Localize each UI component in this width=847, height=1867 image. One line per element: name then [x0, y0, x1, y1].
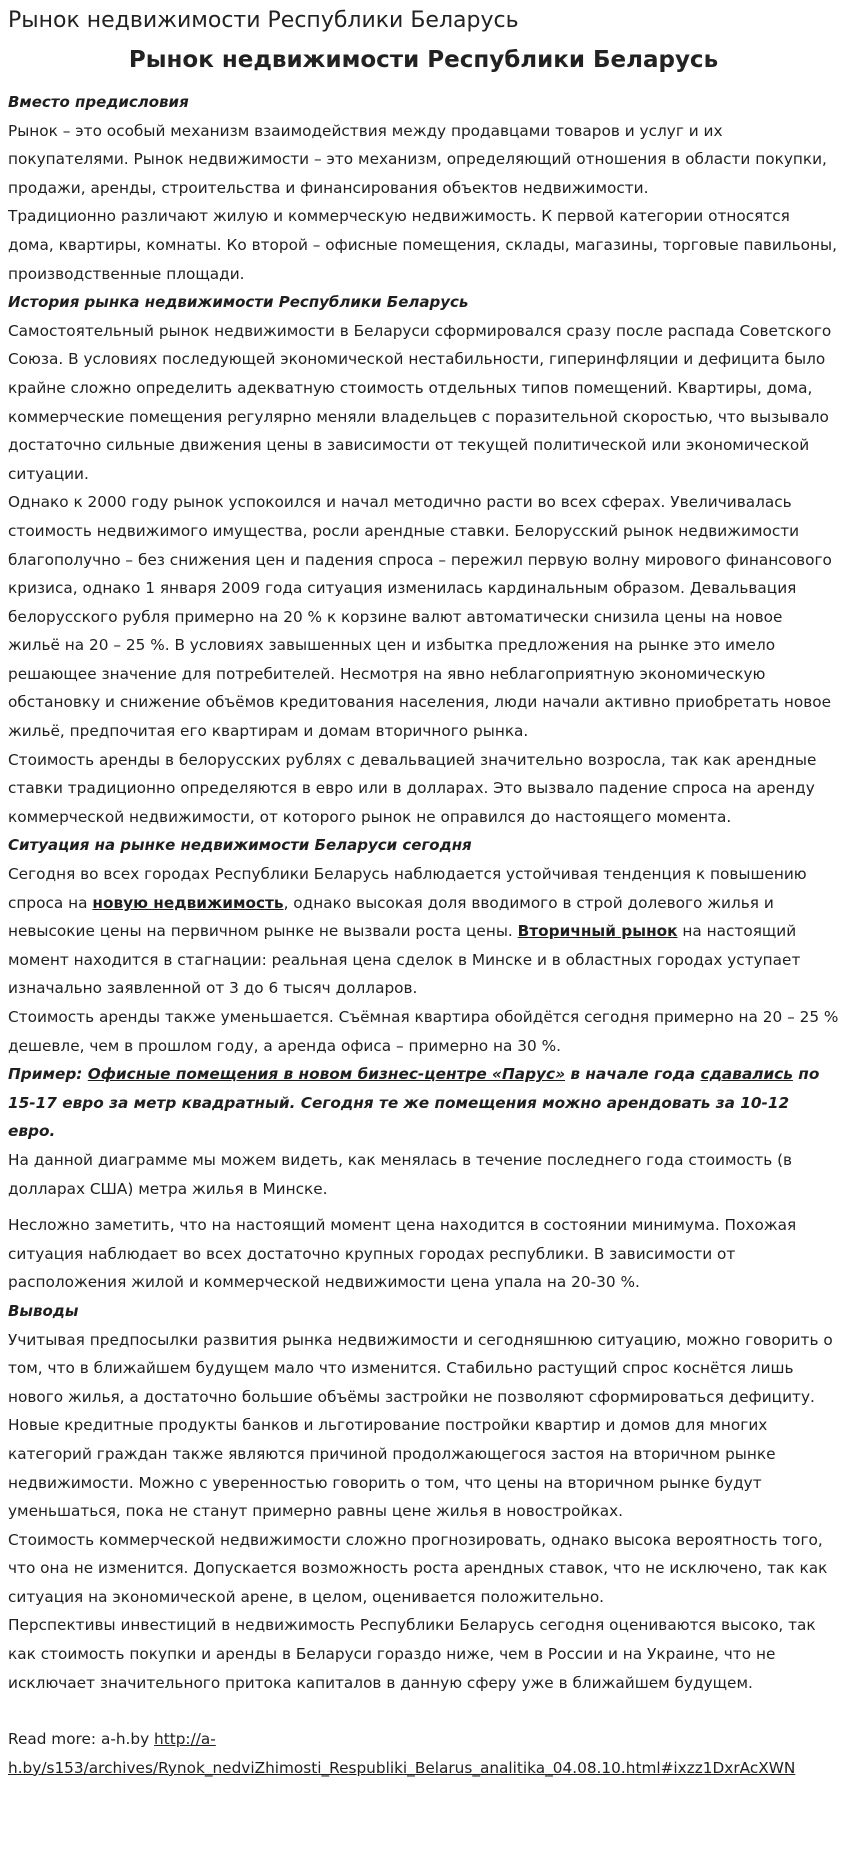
history-paragraph-1: Самостоятельный рынок недвижимости в Беларуси сформировался сразу после распада Советского Союза. В условиях последующей экономической нестабильности, гиперинфляции и дефицита было крайне сложно определить адекватную стоимость отдельных типов помещений. Квартиры, дома, коммерческие помещения регулярно меняли владельцев с поразительной скоростью, что вызывало достаточно сильные движения цены в зависимости от текущей политической или экономической ситуации.	[8, 321, 832, 483]
today-heading: Ситуация на рынке недвижимости Беларуси сегодня	[8, 836, 472, 855]
office-parus-link[interactable]: Офисные помещения в новом бизнес-центре «Парус»	[87, 1065, 566, 1084]
example-paragraph	[8, 1060, 839, 1146]
site-title: Рынок недвижимости Республики Беларусь	[8, 8, 519, 33]
history-paragraph-2: Однако к 2000 году рынок успокоился и начал методично расти во всех сферах. Увеличивалась стоимость недвижимого имущества, росли арендные ставки. Белорусский рынок недвижимости благополучно – без снижения цен и падения спроса – пережил первую волну мирового финансового кризиса, однако 1 января 2009 года ситуация изменилась кардинальным образом. Девальвация белорусского рубля примерно на 20 % к корзине валют автоматически снизила цены на новое жильё на 20 – 25 %. В условиях завышенных цен и избытка предложения на рынке это имело решающее значение для потребителей. Несмотря на явно неблагоприятную экономическую обстановку и снижение объёмов кредитования населения, люди начали активно приобретать новое жильё, предпочитая его квартирам и домам вторичного рынка.	[8, 493, 832, 741]
read-more-footer	[8, 1725, 839, 1782]
today-text-c: на настоящий момент находится в стагнации: реальная цена сделок в Минске и в областных городах уступает изначально заявленной от 3 до 6 тысяч долларов.	[8, 922, 801, 998]
today-paragraph-2: Стоимость аренды также уменьшается. Съёмная квартира обойдётся сегодня примерно на 20 – 25 % дешевле, чем в прошлом году, а аренда офиса – примерно на 30 %.	[8, 1008, 839, 1055]
history-heading: История рынка недвижимости Республики Беларусь	[8, 293, 469, 312]
today-text-b: , однако высокая доля вводимого в строй долевого жилья и невысокие цены на первичном рынке не вызвали роста цены.	[8, 893, 774, 941]
article-title: Рынок недвижимости Республики Беларусь	[128, 47, 719, 73]
history-paragraph-3: Стоимость аренды в белорусских рублях с девальвацией значительно возросла, так как арендные ставки традиционно определяются в евро или в долларах. Это вызвало падение спроса на аренду коммерческой недвижимости, от которого рынок не оправился до настоящего момента.	[8, 750, 817, 826]
example-text-a: в начале года	[565, 1065, 701, 1084]
today-text-a: Сегодня во всех городах Республики Беларусь наблюдается устойчивая тенденция к повышению спроса на	[8, 865, 807, 912]
new-property-link[interactable]: новую недвижимость	[92, 893, 284, 912]
example-text-b: по 15-17 евро за метр квадратный. Сегодня те же помещения можно арендовать за 10-12 евро.	[8, 1065, 820, 1141]
example-label: Пример:	[8, 1065, 83, 1084]
conclusions-heading: Выводы	[8, 1301, 79, 1320]
conclusions-paragraph-1: Учитывая предпосылки развития рынка недвижимости и сегодняшнюю ситуацию, можно говорить о том, что в ближайшем будущем мало что изменится. Стабильно растущий спрос коснётся лишь нового жилья, а достаточно большие объёмы застройки не позволяют сформироваться дефициту.	[8, 1330, 833, 1406]
conclusions-paragraph-2: Новые кредитные продукты банков и льготирование постройки квартир и домов для многих категорий граждан также являются причиной продолжающегося застоя на вторичном рынке недвижимости. Можно с уверенностью говорить о том, что цены на вторичном рынке будут уменьшаться, пока не станут примерно равны цене жилья в новостройках.	[8, 1416, 776, 1521]
source-url-link[interactable]: http://a-h.by/s153/archives/Rynok_nedviZhimosti_Respubliki_Belarus_analitika_04.08.10.html#ixzz1DxrAcXWN	[8, 1730, 796, 1777]
conclusions-paragraph-3: Стоимость коммерческой недвижимости сложно прогнозировать, однако высока вероятность того, что она не изменится. Допускается возможность роста арендных ставок, что не исключено, так как ситуация на экономической арене, в целом, оценивается положительно.	[8, 1530, 828, 1606]
today-paragraph-1	[8, 860, 839, 1003]
intro-paragraph-2: Традиционно различают жилую и коммерческую недвижимость. К первой категории относятся дома, квартиры, комнаты. Ко второй – офисные помещения, склады, магазины, торговые павильоны, производственные площади.	[8, 207, 837, 283]
rented-link[interactable]: сдавались	[700, 1065, 793, 1084]
today-paragraph-3: На данной диаграмме мы можем видеть, как менялась в течение последнего года стоимость (в долларах США) метра жилья в Минске.	[8, 1150, 793, 1198]
today-paragraph-4: Несложно заметить, что на настоящий момент цена находится в состоянии минимума. Похожая ситуация наблюдает во всех достаточно крупных городах республики. В зависимости от расположения жилой и коммерческой недвижимости цена упала на 20-30 %.	[8, 1216, 797, 1292]
intro-heading: Вместо предисловия	[8, 93, 189, 111]
read-more-prefix: Read more: a-h.by	[8, 1730, 155, 1749]
intro-paragraph-1: Рынок – это особый механизм взаимодействия между продавцами товаров и услуг и их покупателями. Рынок недвижимости – это механизм, определяющий отношения в области покупки, продажи, аренды, строительства и финансирования объектов недвижимости.	[8, 121, 827, 197]
spacer	[8, 1697, 839, 1725]
conclusions-paragraph-4: Перспективы инвестиций в недвижимость Республики Беларусь сегодня оцениваются высоко, так как стоимость покупки и аренды в Беларуси гораздо ниже, чем в России и на Украине, что не исключает значительного притока капиталов в данную сферу уже в ближайшем будущем.	[8, 1616, 816, 1692]
secondary-market-link[interactable]: Вторичный рынок	[517, 922, 678, 941]
spacer	[8, 1203, 839, 1211]
